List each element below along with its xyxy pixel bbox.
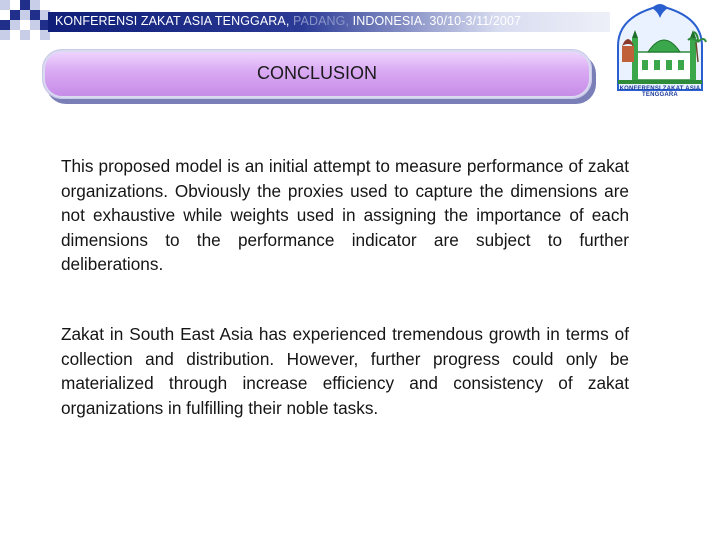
banner-text-part-3: INDONESIA. 30/10-3/11/2007 xyxy=(352,14,522,28)
banner-text-part-2: PADANG, xyxy=(293,14,350,28)
conclusion-paragraph-2: Zakat in South East Asia has experienced tremendous growth in terms of collection and distribution. However, further progress could only be materialized through increase efficiency and consistency of zakat organizations in fulfilling their noble tasks. xyxy=(61,324,629,418)
conclusion-paragraph-1: This proposed model is an initial attempt to measure performance of zakat organizations. Obviously the proxies used to capture the dimensions are not exhaustive while weights used in assigning the importance of each dimensions to the performance indicator are subject to further deliberations. xyxy=(61,156,629,274)
slide-title: CONCLUSION xyxy=(256,63,377,83)
banner-text-part-1: KONFERENSI ZAKAT ASIA TENGGARA, xyxy=(55,14,290,28)
conference-logo-icon xyxy=(612,2,708,98)
logo-caption: KONFERENSI ZAKAT ASIA TENGGARA xyxy=(619,86,701,98)
slide-title-banner xyxy=(42,49,592,99)
header-band xyxy=(0,0,612,40)
conference-banner-text xyxy=(55,14,521,28)
